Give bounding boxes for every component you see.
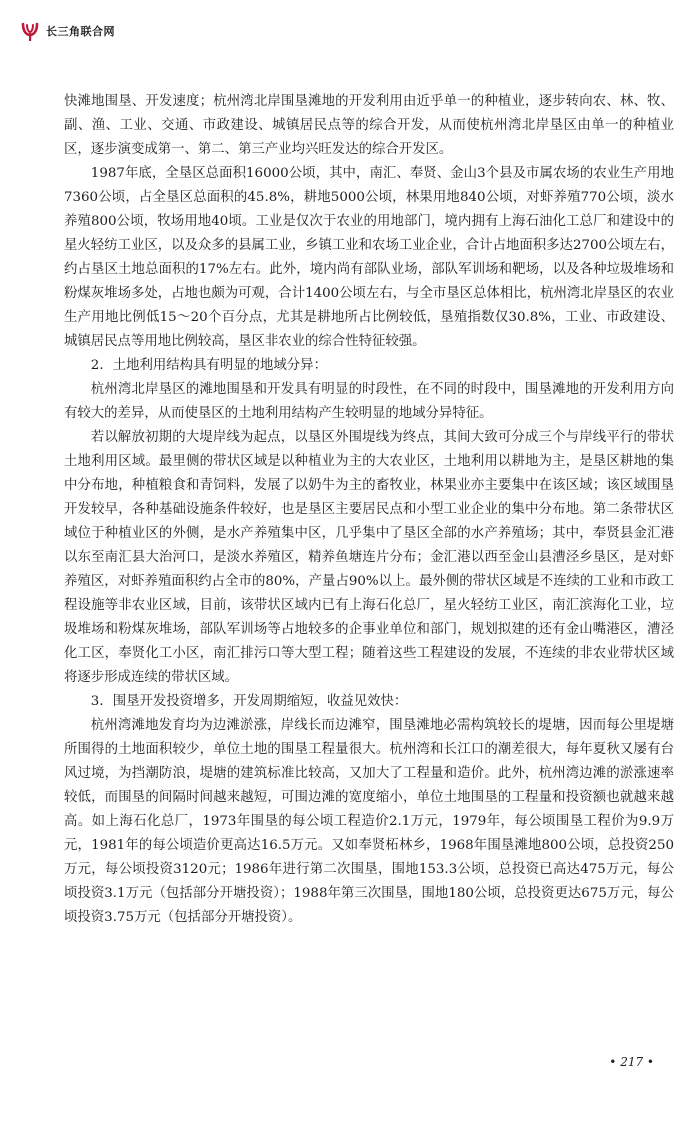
paragraph-3: 杭州湾北岸垦区的滩地围垦和开发具有明显的时段性，在不同的时段中，围垦滩地的开发利用方向有较大的差异，从而使垦区的土地利用结构产生较明显的地域分异特征。: [64, 382, 674, 421]
paragraph-4: 若以解放初期的大堤岸线为起点，以垦区外围堤线为终点，其间大致可分成三个与岸线平行的带状土地利用区域。最里侧的带状区域是以种植业为主的大农业区，土地利用以耕地为主，是垦区耕地的集中分布地，种植粮食和青饲料，发展了以奶牛为主的畜牧业，林果业亦主要集中在该区域；该区域围垦开发较早，各种基础设施条件较好，也是垦区主要居民点和小型工业企业的集中分布地。第二条带状区域位于种植业区的外侧，是水产养殖集中区，几乎集中了垦区全部的水产养殖场；其中，奉贤县金汇港以东至南汇县大治河口，是淡水养殖区，精养鱼塘连片分布；金汇港以西至金山县漕泾乡垦区，是对虾养殖区，对虾养殖面积约占全市的80%，产量占90%以上。最外侧的带状区域是不连续的工业和市政工程设施等非农业区域，目前，该带状区域内已有上海石化总厂，星火轻纺工业区，南汇滨海化工业，垃圾堆场和粉煤灰堆场，部队军训场等占地较多的企事业单位和部门，规划拟建的还有金山嘴港区，漕泾化工区，奉贤化工小区，南汇排污口等大型工程；随着这些工程建设的发展，不连续的非农业带状区域将逐步形成连续的带状区域。: [64, 430, 674, 685]
site-logo-icon: [20, 20, 40, 42]
section-heading-3: 3．围垦开发投资增多，开发周期缩短，收益见效快：: [90, 694, 408, 709]
paragraph-5: 杭州湾滩地发育均为边滩淤涨，岸线长而边滩窄，围垦滩地必需构筑较长的堤塘，因而每公里堤塘所围得的土地面积较少，单位土地的围垦工程量很大。杭州湾和长江口的潮差很大，每年夏秋又屡有台风过境，为挡潮防浪，堤塘的建筑标准比较高，又加大了工程量和造价。此外，杭州湾边滩的淤涨速率较低，而围垦的间隔时间越来越短，可围边滩的宽度缩小，单位土地围垦的工程量和投资额也就越来越高。如上海石化总厂，1973年围垦的每公顷工程造价2.1万元，1979年，每公顷围垦工程价为9.9万元，1981年的每公顷造价更高达16.5万元。又如奉贤柘林乡，1968年围垦滩地800公顷，总投资250万元，每公顷投资3120元；1986年进行第二次围垦，围地153.3公顷，总投资已高达475万元，每公顷投资3.1万元（包括部分开塘投资）；1988年第三次围垦，围地180公顷，总投资更达675万元，每公顷投资3.75万元（包括部分开塘投资）。: [64, 718, 674, 925]
paragraph-2: 1987年底，全垦区总面积16000公顷，其中，南汇、奉贤、金山3个县及市属农场的农业生产用地7360公顷，占全垦区总面积的45.8%，耕地5000公顷，林果用地840公顷，对虾养殖770公顷，淡水养殖800公顷，牧场用地40顷。工业是仅次于农业的用地部门，境内拥有上海石油化工总厂和建设中的星火轻纺工业区，以及众多的县属工业，乡镇工业和农场工业企业，合计占地面积多达2700公顷左右，约占垦区土地总面积的17%左右。此外，境内尚有部队业场，部队军训场和靶场，以及各种垃圾堆场和粉煤灰堆场多处，占地也颇为可观，合计1400公顷左右，与全市垦区总体相比，杭州湾北岸垦区的农业生产用地比例低15～20个百分点，尤其是耕地所占比例较低，垦殖指数仅30.8%，工业、市政建设、城镇居民点等用地比例较高，垦区非农业的综合性特征较强。: [64, 166, 674, 349]
paragraph-1: 快滩地围垦、开发速度；杭州湾北岸围垦滩地的开发利用由近乎单一的种植业，逐步转向农、林、牧、副、渔、工业、交通、市政建设、城镇居民点等的综合开发，从而使杭州湾北岸垦区由单一的种植业区，逐步演变成第一、第二、第三产业均兴旺发达的综合开发区。: [64, 94, 674, 157]
site-header: [20, 20, 115, 42]
section-heading-2: 2．土地利用结构具有明显的地域分异：: [90, 358, 327, 373]
site-logo-text: 长三角联合网: [46, 25, 115, 38]
document-body: [64, 90, 674, 930]
page-number: • 217 •: [609, 1055, 654, 1069]
